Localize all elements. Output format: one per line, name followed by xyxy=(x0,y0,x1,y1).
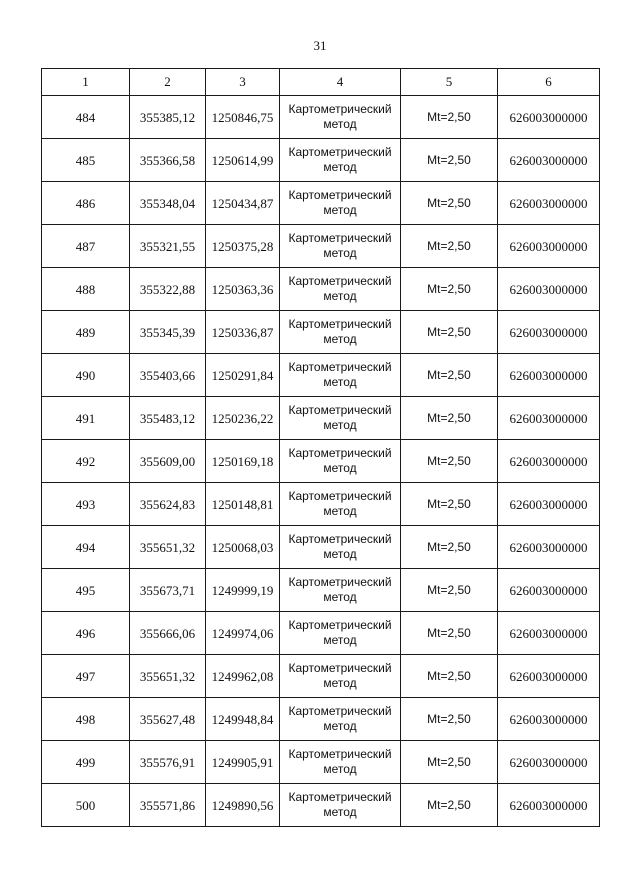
cadastral-number-cell: 626003000000 xyxy=(498,311,600,354)
point-number-cell: 484 xyxy=(42,96,130,139)
method-text-line-2: метод xyxy=(323,676,357,690)
point-number-cell: 500 xyxy=(42,784,130,827)
cadastral-number-cell: 626003000000 xyxy=(498,655,600,698)
accuracy-cell: Mt=2,50 xyxy=(401,784,498,827)
header-cell-3: 3 xyxy=(206,69,280,96)
point-number-cell: 485 xyxy=(42,139,130,182)
table-row xyxy=(42,96,600,139)
y-coordinate-cell: 1249948,84 xyxy=(206,698,280,741)
x-coordinate-cell: 355385,12 xyxy=(130,96,206,139)
method-cell xyxy=(280,483,401,526)
method-text-line-1: Картометрический xyxy=(288,145,392,159)
method-cell xyxy=(280,139,401,182)
y-coordinate-cell: 1250363,36 xyxy=(206,268,280,311)
cadastral-number-cell: 626003000000 xyxy=(498,96,600,139)
y-coordinate-cell: 1249905,91 xyxy=(206,741,280,784)
method-text-line-2: метод xyxy=(323,590,357,604)
x-coordinate-cell: 355403,66 xyxy=(130,354,206,397)
point-number-cell: 499 xyxy=(42,741,130,784)
x-coordinate-cell: 355624,83 xyxy=(130,483,206,526)
method-text-line-1: Картометрический xyxy=(288,532,392,546)
method-cell xyxy=(280,655,401,698)
method-cell xyxy=(280,698,401,741)
cadastral-number-cell: 626003000000 xyxy=(498,612,600,655)
method-text-line-1: Картометрический xyxy=(288,790,392,804)
point-number-cell: 496 xyxy=(42,612,130,655)
point-number-cell: 489 xyxy=(42,311,130,354)
method-text-line-2: метод xyxy=(323,246,357,260)
method-cell xyxy=(280,354,401,397)
accuracy-cell: Mt=2,50 xyxy=(401,483,498,526)
accuracy-cell: Mt=2,50 xyxy=(401,440,498,483)
method-text-line-2: метод xyxy=(323,805,357,819)
method-text-line-1: Картометрический xyxy=(288,360,392,374)
header-cell-2: 2 xyxy=(130,69,206,96)
x-coordinate-cell: 355348,04 xyxy=(130,182,206,225)
point-number-cell: 497 xyxy=(42,655,130,698)
y-coordinate-cell: 1250236,22 xyxy=(206,397,280,440)
method-cell xyxy=(280,526,401,569)
method-cell xyxy=(280,397,401,440)
y-coordinate-cell: 1249974,06 xyxy=(206,612,280,655)
cadastral-number-cell: 626003000000 xyxy=(498,698,600,741)
table-body xyxy=(42,96,600,827)
y-coordinate-cell: 1250291,84 xyxy=(206,354,280,397)
method-text-line-2: метод xyxy=(323,332,357,346)
method-text-line-1: Картометрический xyxy=(288,102,392,116)
method-text-line-1: Картометрический xyxy=(288,747,392,761)
table-row xyxy=(42,698,600,741)
method-text-line-2: метод xyxy=(323,719,357,733)
x-coordinate-cell: 355673,71 xyxy=(130,569,206,612)
cadastral-number-cell: 626003000000 xyxy=(498,526,600,569)
method-text-line-1: Картометрический xyxy=(288,618,392,632)
point-number-cell: 493 xyxy=(42,483,130,526)
method-text-line-2: метод xyxy=(323,203,357,217)
method-text-line-2: метод xyxy=(323,547,357,561)
header-cell-1: 1 xyxy=(42,69,130,96)
x-coordinate-cell: 355366,58 xyxy=(130,139,206,182)
method-text-line-1: Картометрический xyxy=(288,403,392,417)
y-coordinate-cell: 1250148,81 xyxy=(206,483,280,526)
table-row xyxy=(42,784,600,827)
accuracy-cell: Mt=2,50 xyxy=(401,698,498,741)
y-coordinate-cell: 1249962,08 xyxy=(206,655,280,698)
table-row xyxy=(42,741,600,784)
table-row xyxy=(42,268,600,311)
method-text-line-2: метод xyxy=(323,633,357,647)
accuracy-cell: Mt=2,50 xyxy=(401,569,498,612)
header-cell-4: 4 xyxy=(280,69,401,96)
accuracy-cell: Mt=2,50 xyxy=(401,96,498,139)
y-coordinate-cell: 1249999,19 xyxy=(206,569,280,612)
cadastral-number-cell: 626003000000 xyxy=(498,784,600,827)
method-text-line-1: Картометрический xyxy=(288,446,392,460)
table-row xyxy=(42,182,600,225)
cadastral-number-cell: 626003000000 xyxy=(498,225,600,268)
method-text-line-1: Картометрический xyxy=(288,704,392,718)
x-coordinate-cell: 355322,88 xyxy=(130,268,206,311)
x-coordinate-cell: 355609,00 xyxy=(130,440,206,483)
y-coordinate-cell: 1250434,87 xyxy=(206,182,280,225)
point-number-cell: 491 xyxy=(42,397,130,440)
method-text-line-2: метод xyxy=(323,504,357,518)
y-coordinate-cell: 1250614,99 xyxy=(206,139,280,182)
accuracy-cell: Mt=2,50 xyxy=(401,311,498,354)
method-cell xyxy=(280,569,401,612)
x-coordinate-cell: 355571,86 xyxy=(130,784,206,827)
cadastral-number-cell: 626003000000 xyxy=(498,139,600,182)
table-row xyxy=(42,526,600,569)
method-text-line-1: Картометрический xyxy=(288,188,392,202)
point-number-cell: 492 xyxy=(42,440,130,483)
method-cell xyxy=(280,268,401,311)
accuracy-cell: Mt=2,50 xyxy=(401,655,498,698)
method-text-line-2: метод xyxy=(323,289,357,303)
method-text-line-1: Картометрический xyxy=(288,575,392,589)
cadastral-number-cell: 626003000000 xyxy=(498,182,600,225)
method-text-line-2: метод xyxy=(323,762,357,776)
table-row xyxy=(42,483,600,526)
accuracy-cell: Mt=2,50 xyxy=(401,612,498,655)
x-coordinate-cell: 355651,32 xyxy=(130,655,206,698)
x-coordinate-cell: 355345,39 xyxy=(130,311,206,354)
table-row xyxy=(42,311,600,354)
accuracy-cell: Mt=2,50 xyxy=(401,741,498,784)
method-text-line-1: Картометрический xyxy=(288,274,392,288)
method-text-line-1: Картометрический xyxy=(288,231,392,245)
point-number-cell: 495 xyxy=(42,569,130,612)
cadastral-number-cell: 626003000000 xyxy=(498,440,600,483)
point-number-cell: 494 xyxy=(42,526,130,569)
method-cell xyxy=(280,182,401,225)
y-coordinate-cell: 1250336,87 xyxy=(206,311,280,354)
y-coordinate-cell: 1250846,75 xyxy=(206,96,280,139)
method-text-line-2: метод xyxy=(323,160,357,174)
y-coordinate-cell: 1250169,18 xyxy=(206,440,280,483)
x-coordinate-cell: 355651,32 xyxy=(130,526,206,569)
page-number: 31 xyxy=(313,38,327,53)
y-coordinate-cell: 1250068,03 xyxy=(206,526,280,569)
accuracy-cell: Mt=2,50 xyxy=(401,139,498,182)
table-row xyxy=(42,440,600,483)
x-coordinate-cell: 355321,55 xyxy=(130,225,206,268)
point-number-cell: 488 xyxy=(42,268,130,311)
cadastral-number-cell: 626003000000 xyxy=(498,397,600,440)
point-number-cell: 490 xyxy=(42,354,130,397)
method-cell xyxy=(280,225,401,268)
x-coordinate-cell: 355576,91 xyxy=(130,741,206,784)
method-text-line-2: метод xyxy=(323,461,357,475)
y-coordinate-cell: 1249890,56 xyxy=(206,784,280,827)
y-coordinate-cell: 1250375,28 xyxy=(206,225,280,268)
table-row xyxy=(42,354,600,397)
point-number-cell: 498 xyxy=(42,698,130,741)
accuracy-cell: Mt=2,50 xyxy=(401,268,498,311)
table-row xyxy=(42,225,600,268)
method-cell xyxy=(280,612,401,655)
table-row xyxy=(42,569,600,612)
x-coordinate-cell: 355666,06 xyxy=(130,612,206,655)
method-cell xyxy=(280,440,401,483)
accuracy-cell: Mt=2,50 xyxy=(401,354,498,397)
accuracy-cell: Mt=2,50 xyxy=(401,526,498,569)
header-row xyxy=(42,69,600,96)
cadastral-number-cell: 626003000000 xyxy=(498,741,600,784)
method-cell xyxy=(280,741,401,784)
point-number-cell: 487 xyxy=(42,225,130,268)
method-text-line-1: Картометрический xyxy=(288,317,392,331)
table-row xyxy=(42,612,600,655)
method-text-line-2: метод xyxy=(323,117,357,131)
method-cell xyxy=(280,784,401,827)
method-text-line-1: Картометрический xyxy=(288,661,392,675)
table-row xyxy=(42,397,600,440)
accuracy-cell: Mt=2,50 xyxy=(401,182,498,225)
cadastral-number-cell: 626003000000 xyxy=(498,483,600,526)
x-coordinate-cell: 355483,12 xyxy=(130,397,206,440)
cadastral-number-cell: 626003000000 xyxy=(498,268,600,311)
header-cell-6: 6 xyxy=(498,69,600,96)
accuracy-cell: Mt=2,50 xyxy=(401,225,498,268)
method-text-line-2: метод xyxy=(323,375,357,389)
header-cell-5: 5 xyxy=(401,69,498,96)
cadastral-number-cell: 626003000000 xyxy=(498,569,600,612)
cadastral-number-cell: 626003000000 xyxy=(498,354,600,397)
method-cell xyxy=(280,311,401,354)
accuracy-cell: Mt=2,50 xyxy=(401,397,498,440)
table-header xyxy=(42,69,600,96)
method-text-line-1: Картометрический xyxy=(288,489,392,503)
table-row xyxy=(42,655,600,698)
point-number-cell: 486 xyxy=(42,182,130,225)
method-text-line-2: метод xyxy=(323,418,357,432)
x-coordinate-cell: 355627,48 xyxy=(130,698,206,741)
table-row xyxy=(42,139,600,182)
coordinates-table xyxy=(41,68,600,827)
method-cell xyxy=(280,96,401,139)
